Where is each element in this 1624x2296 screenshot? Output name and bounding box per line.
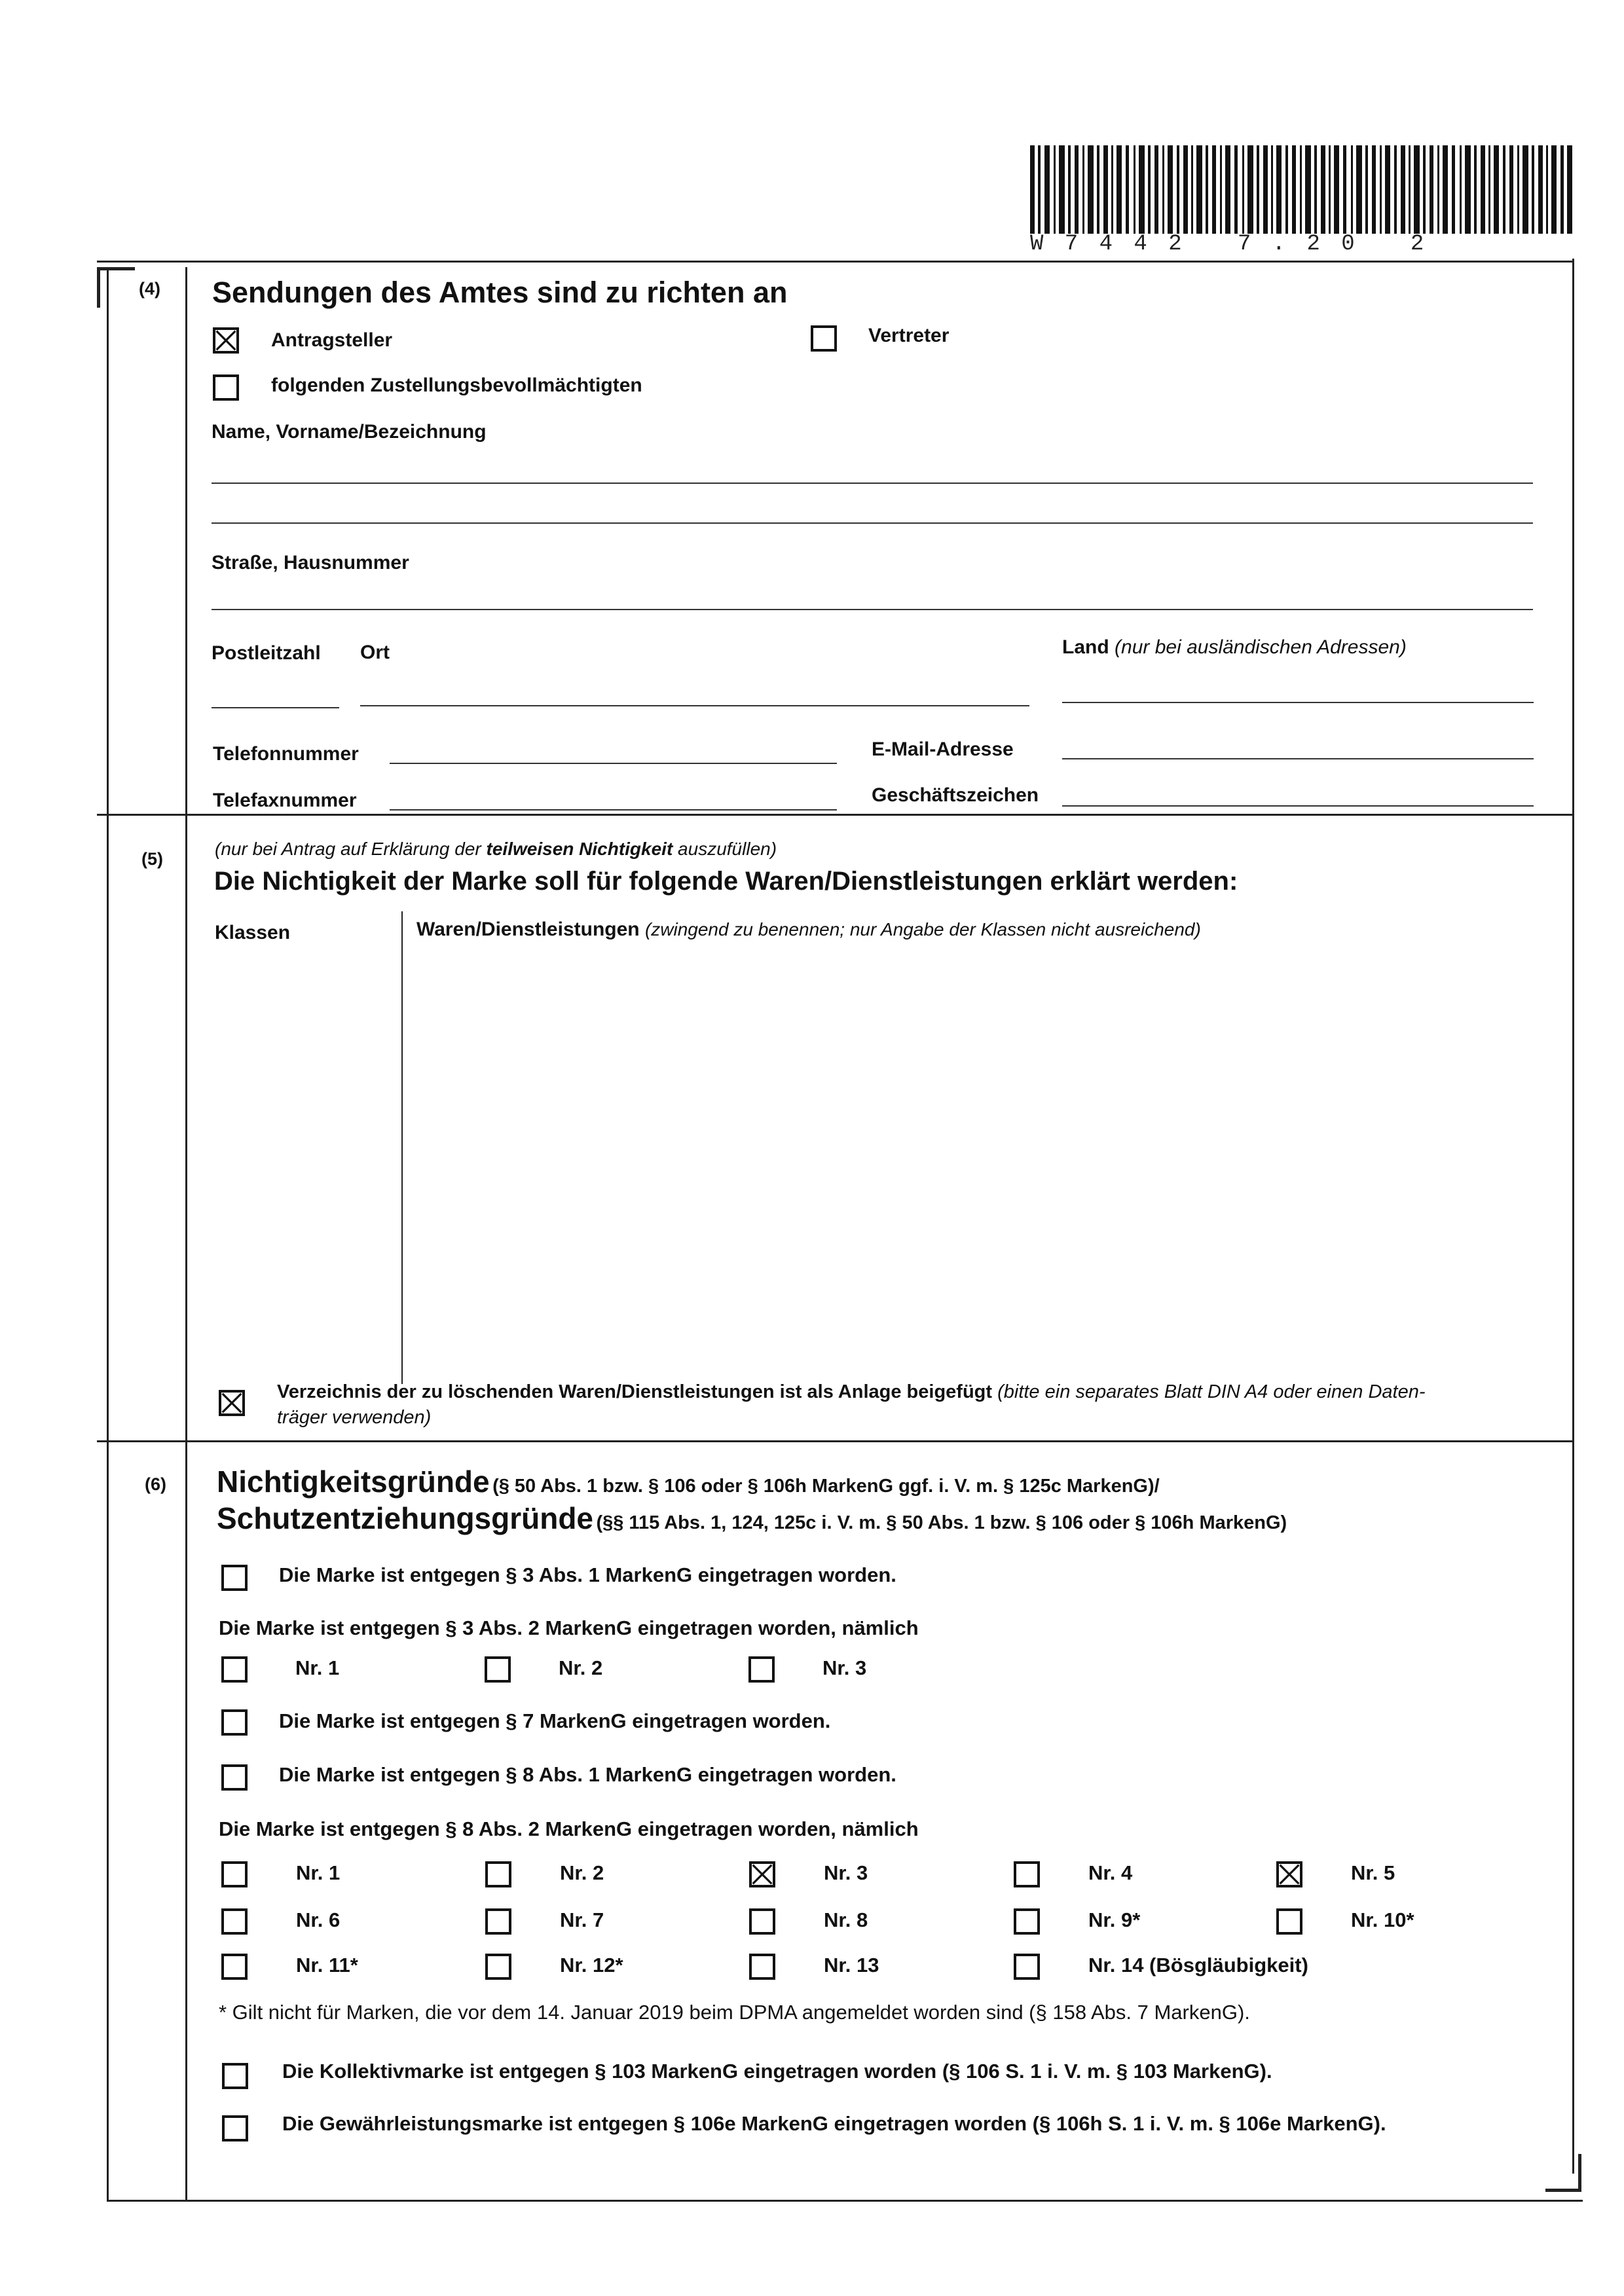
checkbox-opt-8-1[interactable] bbox=[221, 1764, 248, 1791]
field-telefaxnummer-line[interactable] bbox=[390, 809, 837, 811]
nr-8-2-label-4: Nr. 4 bbox=[1088, 1861, 1133, 1884]
frame-divider bbox=[185, 267, 187, 2201]
label-klassen: Klassen bbox=[215, 922, 291, 943]
field-name-line-2[interactable] bbox=[212, 522, 1533, 524]
label-land-text: Land bbox=[1062, 636, 1109, 658]
checkbox-opt-7[interactable] bbox=[221, 1709, 248, 1736]
nr-8-2-label-6: Nr. 6 bbox=[296, 1908, 341, 1931]
klassen-divider bbox=[401, 911, 403, 1384]
label-ort: Ort bbox=[360, 642, 390, 663]
label-telefonnummer: Telefonnummer bbox=[213, 743, 359, 765]
label-postleitzahl: Postleitzahl bbox=[212, 642, 321, 664]
nr-8-2-label-11: Nr. 11* bbox=[296, 1954, 358, 1977]
nr-8-2-checkbox-11[interactable] bbox=[221, 1954, 248, 1980]
field-postleitzahl-line[interactable] bbox=[212, 707, 339, 708]
title-nichtigkeitsgruende: Nichtigkeitsgründe bbox=[217, 1465, 490, 1499]
label-name: Name, Vorname/Bezeichnung bbox=[212, 421, 487, 443]
label-land-note: (nur bei ausländischen Adressen) bbox=[1115, 636, 1407, 658]
label-vertreter: Vertreter bbox=[868, 325, 950, 346]
label-waren-note: (zwingend zu benennen; nur Angabe der Klassen nicht ausreichend) bbox=[644, 919, 1201, 939]
barcode-text: W 7 4 4 2 7 . 2 0 2 bbox=[1030, 232, 1428, 257]
field-klassen-area[interactable] bbox=[213, 949, 396, 1368]
nr-3-2-label-3: Nr. 3 bbox=[822, 1656, 867, 1679]
section-4-title: Sendungen des Amtes sind zu richten an bbox=[212, 276, 788, 309]
title-schutzentziehungsgruende: Schutzentziehungsgründe bbox=[217, 1501, 593, 1535]
section-4-number: (4) bbox=[139, 279, 160, 299]
section-5-title: Die Nichtigkeit der Marke soll für folgende Waren/Dienstleistungen erklärt werden: bbox=[214, 867, 1238, 896]
nr-8-2-checkbox-10[interactable] bbox=[1276, 1908, 1302, 1935]
frame-left bbox=[107, 267, 109, 2201]
nr-8-2-label-3: Nr. 3 bbox=[824, 1861, 868, 1884]
label-opt-7: Die Marke ist entgegen § 7 MarkenG eingetragen worden. bbox=[279, 1709, 831, 1732]
section-5-note bbox=[215, 839, 777, 860]
nr-8-2-checkbox-3[interactable] bbox=[749, 1861, 775, 1887]
nr-8-2-checkbox-6[interactable] bbox=[221, 1908, 248, 1935]
nr-3-2-checkbox-2[interactable] bbox=[485, 1656, 511, 1683]
nr-8-2-label-1: Nr. 1 bbox=[296, 1861, 341, 1884]
frame-top bbox=[97, 261, 1573, 263]
nr-8-2-label-12: Nr. 12* bbox=[560, 1954, 623, 1977]
nr-3-2-checkbox-3[interactable] bbox=[748, 1656, 775, 1683]
section-5-number: (5) bbox=[141, 849, 163, 869]
section-5-note-pre: (nur bei Antrag auf Erklärung der bbox=[215, 839, 487, 859]
nr-8-2-label-2: Nr. 2 bbox=[560, 1861, 604, 1884]
field-ort-line[interactable] bbox=[360, 705, 1029, 706]
corner-mark-bottom-v bbox=[1578, 2154, 1581, 2192]
checkbox-verzeichnis-anlage[interactable] bbox=[219, 1390, 245, 1416]
nr-8-2-checkbox-1[interactable] bbox=[221, 1861, 248, 1887]
label-zustellungsbevollmaechtigter: folgenden Zustellungsbevollmächtigten bbox=[271, 374, 642, 396]
nr-8-2-checkbox-13[interactable] bbox=[749, 1954, 775, 1980]
checkbox-vertreter[interactable] bbox=[811, 325, 837, 352]
label-land bbox=[1062, 636, 1407, 659]
label-opt-106e: Die Gewährleistungsmarke ist entgegen § 106e MarkenG eingetragen worden (§ 106h S. 1 i. V. m. § 106e MarkenG). bbox=[282, 2112, 1386, 2135]
checkbox-opt-3-1[interactable] bbox=[221, 1565, 248, 1591]
nr-8-2-label-8: Nr. 8 bbox=[824, 1908, 868, 1931]
title-nichtigkeitsgruende-ref: (§ 50 Abs. 1 bzw. § 106 oder § 106h MarkenG ggf. i. V. m. § 125c MarkenG)/ bbox=[492, 1476, 1160, 1497]
label-verzeichnis bbox=[277, 1379, 1426, 1430]
nr-8-2-checkbox-9[interactable] bbox=[1014, 1908, 1040, 1935]
heading-3-2: Die Marke ist entgegen § 3 Abs. 2 MarkenG eingetragen worden, nämlich bbox=[219, 1616, 919, 1639]
field-strasse-line[interactable] bbox=[212, 609, 1533, 610]
section-5-note-post: auszufüllen) bbox=[673, 839, 777, 859]
nr-3-2-label-2: Nr. 2 bbox=[559, 1656, 603, 1679]
section-6-title-1 bbox=[217, 1464, 1160, 1499]
checkbox-opt-106e[interactable] bbox=[222, 2115, 248, 2141]
label-telefaxnummer: Telefaxnummer bbox=[213, 790, 357, 811]
nr-3-2-checkbox-1[interactable] bbox=[221, 1656, 248, 1683]
footnote: * Gilt nicht für Marken, die vor dem 14. Januar 2019 beim DPMA angemeldet worden sind (§ 158 Abs. 7 MarkenG). bbox=[219, 2001, 1250, 2024]
checkbox-antragsteller[interactable] bbox=[213, 327, 239, 354]
label-email: E-Mail-Adresse bbox=[872, 738, 1014, 760]
nr-8-2-checkbox-5[interactable] bbox=[1276, 1861, 1302, 1887]
checkbox-opt-103[interactable] bbox=[222, 2063, 248, 2089]
label-waren-text: Waren/Dienstleistungen bbox=[416, 919, 640, 940]
nr-8-2-checkbox-12[interactable] bbox=[485, 1954, 511, 1980]
nr-8-2-checkbox-14[interactable] bbox=[1014, 1954, 1040, 1980]
field-name-line-1[interactable] bbox=[212, 483, 1533, 484]
field-land-line[interactable] bbox=[1062, 702, 1534, 703]
frame-left-marker bbox=[97, 267, 100, 308]
label-opt-3-1: Die Marke ist entgegen § 3 Abs. 1 MarkenG eingetragen worden. bbox=[279, 1563, 896, 1586]
section-6-title-2 bbox=[217, 1501, 1287, 1536]
section-6-number: (6) bbox=[145, 1474, 166, 1494]
section-separator-4-5 bbox=[97, 814, 1573, 816]
nr-8-2-label-10: Nr. 10* bbox=[1351, 1908, 1414, 1931]
title-schutzentziehungsgruende-ref: (§§ 115 Abs. 1, 124, 125c i. V. m. § 50 Abs. 1 bzw. § 106 oder § 106h MarkenG) bbox=[596, 1512, 1287, 1533]
nr-8-2-checkbox-4[interactable] bbox=[1014, 1861, 1040, 1887]
label-geschaeftszeichen: Geschäftszeichen bbox=[872, 784, 1039, 806]
label-verzeichnis-note2: träger verwenden) bbox=[277, 1407, 432, 1428]
corner-mark-top bbox=[97, 267, 135, 270]
label-verzeichnis-bold: Verzeichnis der zu löschenden Waren/Dienstleistungen ist als Anlage beigefügt bbox=[277, 1381, 993, 1402]
frame-right bbox=[1572, 259, 1574, 2174]
label-waren bbox=[416, 919, 1201, 941]
label-opt-8-1: Die Marke ist entgegen § 8 Abs. 1 MarkenG eingetragen worden. bbox=[279, 1763, 896, 1786]
section-separator-5-6 bbox=[97, 1440, 1573, 1442]
heading-8-2: Die Marke ist entgegen § 8 Abs. 2 MarkenG eingetragen worden, nämlich bbox=[219, 1817, 919, 1840]
field-telefonnummer-line[interactable] bbox=[390, 763, 837, 764]
checkbox-zustellungsbevollmaechtigter[interactable] bbox=[213, 374, 239, 401]
nr-8-2-checkbox-7[interactable] bbox=[485, 1908, 511, 1935]
nr-8-2-label-13: Nr. 13 bbox=[824, 1954, 879, 1977]
nr-8-2-checkbox-2[interactable] bbox=[485, 1861, 511, 1887]
label-strasse: Straße, Hausnummer bbox=[212, 552, 409, 574]
nr-8-2-label-9: Nr. 9* bbox=[1088, 1908, 1141, 1931]
nr-8-2-checkbox-8[interactable] bbox=[749, 1908, 775, 1935]
nr-8-2-label-7: Nr. 7 bbox=[560, 1908, 604, 1931]
field-geschaeftszeichen-line[interactable] bbox=[1062, 805, 1534, 807]
corner-mark-bottom-h bbox=[1545, 2189, 1581, 2192]
label-antragsteller: Antragsteller bbox=[271, 329, 393, 351]
field-waren-area[interactable] bbox=[409, 949, 1549, 1368]
nr-3-2-label-1: Nr. 1 bbox=[295, 1656, 340, 1679]
frame-bottom bbox=[107, 2200, 1583, 2202]
label-opt-103: Die Kollektivmarke ist entgegen § 103 MarkenG eingetragen worden (§ 106 S. 1 i. V. m. § 103 MarkenG). bbox=[282, 2060, 1272, 2083]
label-verzeichnis-note1: (bitte ein separates Blatt DIN A4 oder einen Daten- bbox=[997, 1381, 1426, 1402]
nr-8-2-label-5: Nr. 5 bbox=[1351, 1861, 1395, 1884]
barcode bbox=[1030, 145, 1574, 234]
nr-8-2-label-14: Nr. 14 (Bösgläubigkeit) bbox=[1088, 1954, 1308, 1977]
field-email-line[interactable] bbox=[1062, 758, 1534, 759]
section-5-note-bold: teilweisen Nichtigkeit bbox=[486, 839, 673, 859]
